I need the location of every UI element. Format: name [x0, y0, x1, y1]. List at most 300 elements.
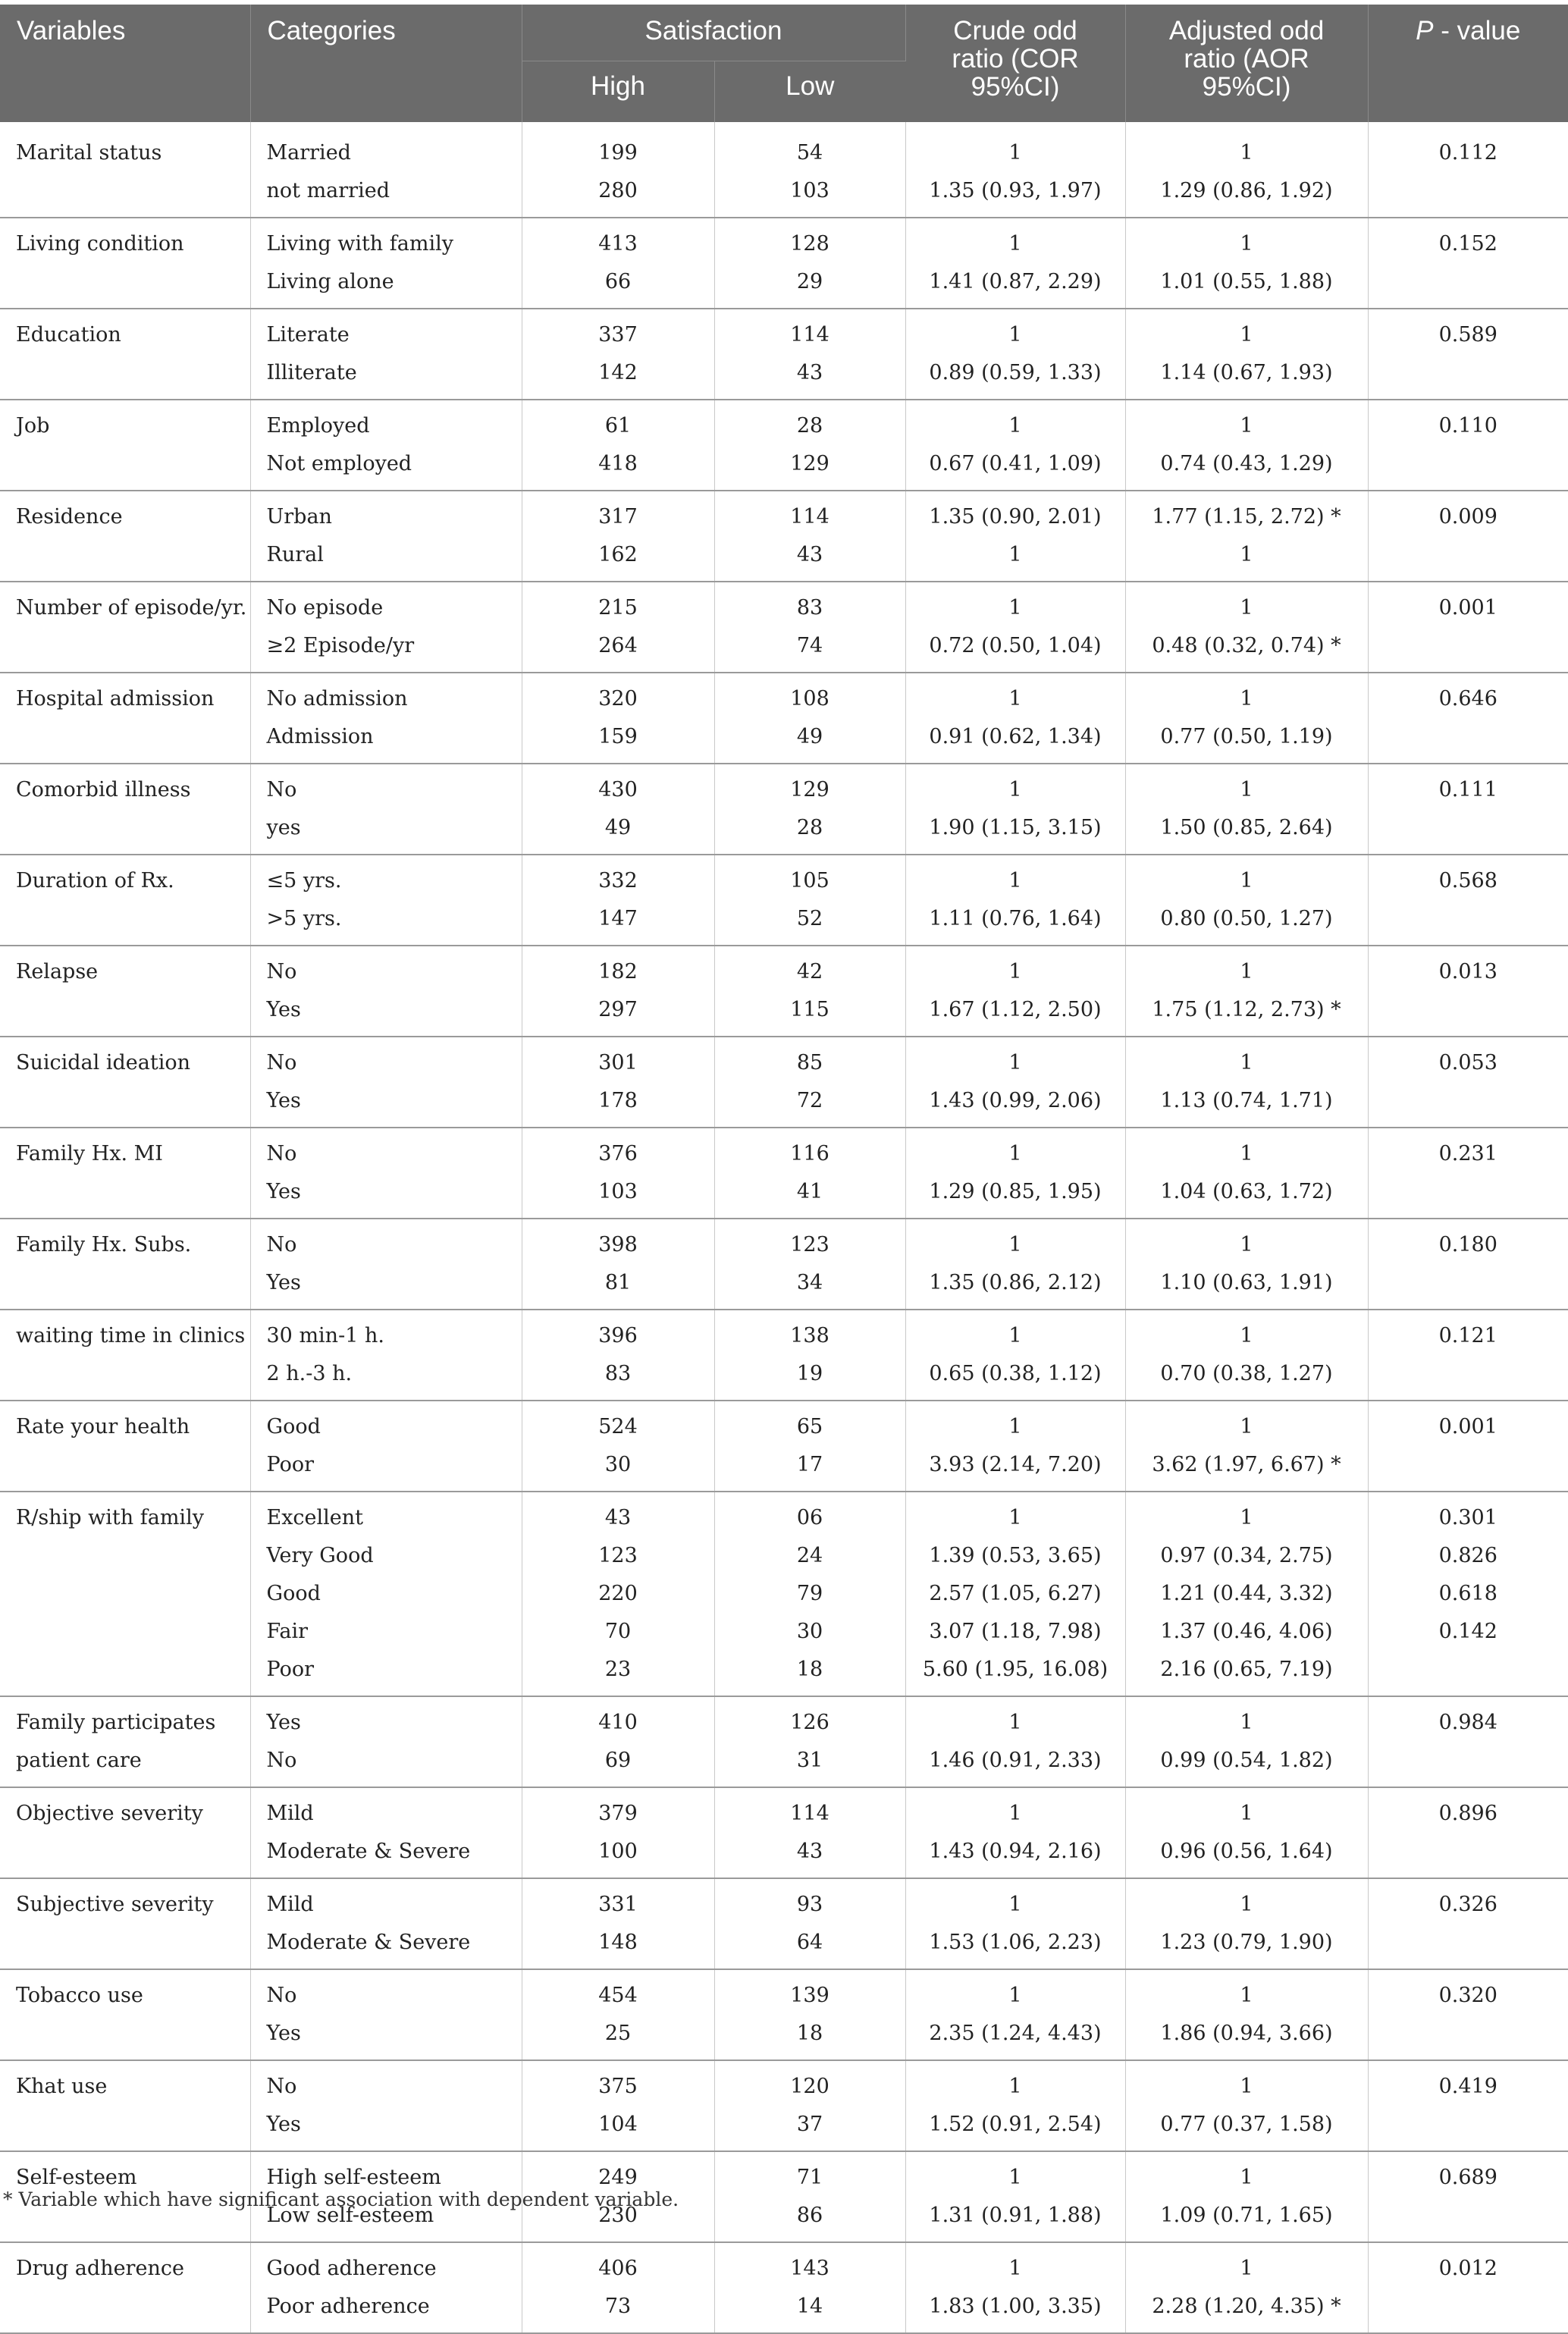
cor-cell: [905, 1492, 1125, 1696]
category-cell: [250, 582, 522, 673]
high-count-cell-line: 332: [522, 862, 714, 900]
high-count-cell: [522, 2242, 714, 2333]
p-value-cell-line: 0.012: [1369, 2250, 1568, 2288]
p-value-cell-line: 0.568: [1369, 862, 1568, 900]
category-cell: [250, 122, 522, 218]
high-count-cell-line: 398: [522, 1226, 714, 1264]
category-cell-line: Low self-esteem: [267, 2197, 522, 2235]
variable-cell: [0, 1787, 250, 1878]
category-cell-line: Urban: [267, 498, 522, 536]
cor-cell-line: 1.52 (0.91, 2.54): [906, 2106, 1125, 2144]
cor-cell-line: 1: [906, 953, 1125, 991]
category-cell-line: 30 min-1 h.: [267, 1317, 522, 1355]
p-value-cell: [1368, 764, 1568, 855]
category-cell-line: Yes: [267, 1264, 522, 1302]
aor-cell-line: 1.21 (0.44, 3.32): [1126, 1575, 1368, 1613]
cor-cell-line: 2.35 (1.24, 4.43): [906, 2015, 1125, 2053]
p-value-cell-line: 0.646: [1369, 680, 1568, 718]
low-count-cell-line: 139: [715, 1977, 905, 2015]
low-count-cell: [714, 1037, 905, 1128]
high-count-cell-line: 66: [522, 263, 714, 301]
cor-cell-line: 1: [906, 1977, 1125, 2015]
high-count-cell-line: 331: [522, 1886, 714, 1924]
aor-cell-line: 1: [1126, 225, 1368, 263]
aor-cell-line: 2.16 (0.65, 7.19): [1126, 1651, 1368, 1689]
category-cell-line: Living alone: [267, 263, 522, 301]
aor-cell: [1125, 1787, 1368, 1878]
category-cell-line: Rural: [267, 536, 522, 574]
category-cell-line: Poor adherence: [267, 2288, 522, 2326]
low-count-cell: [714, 400, 905, 491]
aor-cell: [1125, 1219, 1368, 1310]
aor-cell-line: 1: [1126, 862, 1368, 900]
high-count-cell-line: 220: [522, 1575, 714, 1613]
cor-cell-line: 1.29 (0.85, 1.95): [906, 1173, 1125, 1211]
aor-cell-line: 1: [1126, 536, 1368, 574]
category-cell-line: Fair: [267, 1613, 522, 1651]
variable-cell: [0, 1128, 250, 1219]
category-cell-line: Good: [267, 1408, 522, 1446]
aor-cell-line: 1.37 (0.46, 4.06): [1126, 1613, 1368, 1651]
cor-cell-line: 1.90 (1.15, 3.15): [906, 809, 1125, 847]
high-count-cell-line: 249: [522, 2159, 714, 2197]
high-count-cell-line: 317: [522, 498, 714, 536]
variable-cell: [0, 946, 250, 1037]
p-value-cell: [1368, 122, 1568, 218]
high-count-cell: [522, 1878, 714, 1969]
variable-cell-line: R/ship with family: [16, 1499, 250, 1537]
low-count-cell-line: 14: [715, 2288, 905, 2326]
cor-cell: [905, 946, 1125, 1037]
low-count-cell-line: 93: [715, 1886, 905, 1924]
p-value-cell-line: 0.053: [1369, 1044, 1568, 1082]
header-low: Low: [714, 61, 905, 123]
header-variables: Variables: [0, 5, 250, 122]
aor-cell: [1125, 2242, 1368, 2333]
variable-cell: [0, 2060, 250, 2151]
category-cell-line: Poor: [267, 1651, 522, 1689]
aor-cell: [1125, 491, 1368, 582]
high-count-cell-line: 70: [522, 1613, 714, 1651]
p-value-cell: [1368, 1787, 1568, 1878]
cor-cell: [905, 1969, 1125, 2060]
low-count-cell-line: 19: [715, 1355, 905, 1393]
table-row: [0, 1401, 1568, 1492]
low-count-cell-line: 103: [715, 172, 905, 210]
cor-cell-line: 1: [906, 2250, 1125, 2288]
aor-cell-line: 1: [1126, 1135, 1368, 1173]
category-cell-line: Excellent: [267, 1499, 522, 1537]
high-count-cell-line: 159: [522, 718, 714, 756]
high-count-cell-line: 104: [522, 2106, 714, 2144]
high-count-cell-line: 123: [522, 1537, 714, 1575]
variable-cell-line: Education: [16, 316, 250, 354]
low-count-cell-line: 18: [715, 1651, 905, 1689]
table-header: [0, 5, 1568, 122]
category-cell-line: Yes: [267, 1173, 522, 1211]
cor-cell-line: 1: [906, 1408, 1125, 1446]
high-count-cell-line: 69: [522, 1742, 714, 1780]
low-count-cell-line: 114: [715, 1795, 905, 1833]
high-count-cell-line: 49: [522, 809, 714, 847]
low-count-cell-line: 129: [715, 445, 905, 483]
low-count-cell: [714, 1128, 905, 1219]
high-count-cell: [522, 122, 714, 218]
cor-cell-line: 3.93 (2.14, 7.20): [906, 1446, 1125, 1484]
aor-cell-line: 1: [1126, 1317, 1368, 1355]
category-cell-line: ≥2 Episode/yr: [267, 627, 522, 665]
variable-cell-line: Family Hx. Subs.: [16, 1226, 250, 1264]
low-count-cell-line: 34: [715, 1264, 905, 1302]
category-cell: [250, 2060, 522, 2151]
low-count-cell-line: 74: [715, 627, 905, 665]
aor-cell: [1125, 1310, 1368, 1401]
cor-cell-line: 1: [906, 1886, 1125, 1924]
category-cell-line: No: [267, 771, 522, 809]
category-cell-line: >5 yrs.: [267, 900, 522, 938]
aor-cell-line: 0.77 (0.50, 1.19): [1126, 718, 1368, 756]
cor-cell-line: 1: [906, 134, 1125, 172]
category-cell-line: Poor: [267, 1446, 522, 1484]
low-count-cell-line: 72: [715, 1082, 905, 1120]
category-cell-line: not married: [267, 172, 522, 210]
p-value-cell: [1368, 218, 1568, 309]
low-count-cell-line: 28: [715, 407, 905, 445]
cor-cell-line: 1.39 (0.53, 3.65): [906, 1537, 1125, 1575]
variable-cell: [0, 582, 250, 673]
table-row: [0, 122, 1568, 218]
category-cell: [250, 855, 522, 946]
variable-cell: [0, 1969, 250, 2060]
category-cell-line: Yes: [267, 2015, 522, 2053]
header-satisfaction: Satisfaction: [522, 5, 905, 61]
high-count-cell: [522, 2060, 714, 2151]
cor-cell: [905, 1037, 1125, 1128]
aor-cell-line: 0.70 (0.38, 1.27): [1126, 1355, 1368, 1393]
low-count-cell: [714, 1969, 905, 2060]
low-count-cell: [714, 1787, 905, 1878]
p-value-cell: [1368, 1696, 1568, 1787]
variable-cell: [0, 1401, 250, 1492]
aor-cell-line: 1: [1126, 953, 1368, 991]
category-cell: [250, 1878, 522, 1969]
cor-cell: [905, 2060, 1125, 2151]
category-cell-line: No: [267, 1742, 522, 1780]
aor-cell: [1125, 764, 1368, 855]
high-count-cell-line: 199: [522, 134, 714, 172]
high-count-cell-line: 430: [522, 771, 714, 809]
variable-cell-line: Tobacco use: [16, 1977, 250, 2015]
high-count-cell: [522, 309, 714, 400]
low-count-cell: [714, 218, 905, 309]
cor-cell-line: 0.67 (0.41, 1.09): [906, 445, 1125, 483]
aor-cell: [1125, 309, 1368, 400]
aor-cell-line: 1.09 (0.71, 1.65): [1126, 2197, 1368, 2235]
aor-cell-line: 1: [1126, 1226, 1368, 1264]
p-value-cell: [1368, 2151, 1568, 2242]
p-value-cell-line: 0.001: [1369, 1408, 1568, 1446]
aor-cell-line: 1: [1126, 1977, 1368, 2015]
aor-cell-line: 2.28 (1.20, 4.35) *: [1126, 2288, 1368, 2326]
cor-cell: [905, 491, 1125, 582]
low-count-cell-line: 143: [715, 2250, 905, 2288]
high-count-cell-line: 83: [522, 1355, 714, 1393]
high-count-cell: [522, 1310, 714, 1401]
category-cell: [250, 309, 522, 400]
p-value-cell-line: 0.419: [1369, 2068, 1568, 2106]
high-count-cell-line: 148: [522, 1924, 714, 1962]
low-count-cell: [714, 1696, 905, 1787]
cor-cell-line: 1.31 (0.91, 1.88): [906, 2197, 1125, 2235]
aor-cell: [1125, 946, 1368, 1037]
low-count-cell: [714, 2060, 905, 2151]
variable-cell-line: Living condition: [16, 225, 250, 263]
cor-cell-line: 1: [906, 1135, 1125, 1173]
category-cell: [250, 673, 522, 764]
category-cell: [250, 400, 522, 491]
category-cell-line: No: [267, 1226, 522, 1264]
category-cell: [250, 1310, 522, 1401]
aor-cell-line: 1: [1126, 134, 1368, 172]
aor-cell-line: 1: [1126, 1044, 1368, 1082]
low-count-cell-line: 52: [715, 900, 905, 938]
variable-cell: [0, 1219, 250, 1310]
variable-cell: [0, 855, 250, 946]
aor-cell-line: 1.75 (1.12, 2.73) *: [1126, 991, 1368, 1029]
low-count-cell: [714, 1492, 905, 1696]
logistic-regression-table: [0, 5, 1568, 2334]
aor-cell: [1125, 400, 1368, 491]
low-count-cell-line: 43: [715, 354, 905, 392]
aor-cell-line: 1: [1126, 1499, 1368, 1537]
cor-cell-line: 1: [906, 1317, 1125, 1355]
category-cell: [250, 764, 522, 855]
p-value-cell: [1368, 1219, 1568, 1310]
variable-cell: [0, 400, 250, 491]
cor-cell-line: 0.65 (0.38, 1.12): [906, 1355, 1125, 1393]
high-count-cell-line: 418: [522, 445, 714, 483]
category-cell-line: No episode: [267, 589, 522, 627]
table-row: [0, 491, 1568, 582]
aor-cell-line: 1: [1126, 2068, 1368, 2106]
category-cell-line: Very Good: [267, 1537, 522, 1575]
variable-cell-line: Family Hx. MI: [16, 1135, 250, 1173]
high-count-cell-line: 524: [522, 1408, 714, 1446]
high-count-cell: [522, 764, 714, 855]
high-count-cell-line: 413: [522, 225, 714, 263]
variable-cell-line: waiting time in clinics: [16, 1317, 250, 1355]
table-row: [0, 855, 1568, 946]
table-row: [0, 1219, 1568, 1310]
high-count-cell-line: 73: [522, 2288, 714, 2326]
category-cell-line: Yes: [267, 2106, 522, 2144]
p-value-cell-line: 0.180: [1369, 1226, 1568, 1264]
p-value-cell: [1368, 400, 1568, 491]
aor-cell: [1125, 855, 1368, 946]
p-value-cell-line: 0.231: [1369, 1135, 1568, 1173]
variable-cell-line: Rate your health: [16, 1408, 250, 1446]
table-row: [0, 1878, 1568, 1969]
aor-cell-line: 1.13 (0.74, 1.71): [1126, 1082, 1368, 1120]
low-count-cell: [714, 764, 905, 855]
category-cell: [250, 1492, 522, 1696]
aor-cell-line: 0.96 (0.56, 1.64): [1126, 1833, 1368, 1871]
cor-cell-line: 1.35 (0.86, 2.12): [906, 1264, 1125, 1302]
p-value-cell: [1368, 2060, 1568, 2151]
p-value-cell-line: 0.689: [1369, 2159, 1568, 2197]
aor-cell: [1125, 2060, 1368, 2151]
high-count-cell-line: 142: [522, 354, 714, 392]
low-count-cell-line: 49: [715, 718, 905, 756]
aor-cell: [1125, 2151, 1368, 2242]
low-count-cell: [714, 855, 905, 946]
high-count-cell: [522, 1219, 714, 1310]
high-count-cell-line: 320: [522, 680, 714, 718]
low-count-cell: [714, 2151, 905, 2242]
low-count-cell-line: 108: [715, 680, 905, 718]
p-value-cell-line: 0.111: [1369, 771, 1568, 809]
header-high: High: [522, 61, 714, 123]
aor-cell-line: 1.23 (0.79, 1.90): [1126, 1924, 1368, 1962]
p-value-cell-line: 0.320: [1369, 1977, 1568, 2015]
p-value-cell-line: 0.618: [1369, 1575, 1568, 1613]
p-value-cell-line: 0.009: [1369, 498, 1568, 536]
low-count-cell-line: 24: [715, 1537, 905, 1575]
p-value-cell-line: 0.121: [1369, 1317, 1568, 1355]
variable-cell-line: Number of episode/yr.: [16, 589, 250, 627]
cor-cell-line: 3.07 (1.18, 7.98): [906, 1613, 1125, 1651]
low-count-cell-line: 129: [715, 771, 905, 809]
p-value-cell: [1368, 2242, 1568, 2333]
category-cell-line: Married: [267, 134, 522, 172]
variable-cell-line: Job: [16, 407, 250, 445]
low-count-cell-line: 29: [715, 263, 905, 301]
aor-cell-line: 0.99 (0.54, 1.82): [1126, 1742, 1368, 1780]
high-count-cell: [522, 1401, 714, 1492]
category-cell: [250, 218, 522, 309]
category-cell-line: 2 h.-3 h.: [267, 1355, 522, 1393]
variable-cell: [0, 1310, 250, 1401]
aor-cell-line: 1: [1126, 1886, 1368, 1924]
low-count-cell-line: 31: [715, 1742, 905, 1780]
variable-cell: [0, 1037, 250, 1128]
high-count-cell: [522, 491, 714, 582]
high-count-cell-line: 25: [522, 2015, 714, 2053]
category-cell: [250, 1128, 522, 1219]
cor-cell: [905, 1310, 1125, 1401]
category-cell-line: Yes: [267, 1704, 522, 1742]
low-count-cell-line: 114: [715, 316, 905, 354]
aor-cell-line: 3.62 (1.97, 6.67) *: [1126, 1446, 1368, 1484]
low-count-cell: [714, 309, 905, 400]
p-value-cell: [1368, 1037, 1568, 1128]
cor-cell-line: 1: [906, 680, 1125, 718]
category-cell-line: High self-esteem: [267, 2159, 522, 2197]
category-cell-line: Employed: [267, 407, 522, 445]
variable-cell-line: Residence: [16, 498, 250, 536]
aor-cell-line: 1: [1126, 589, 1368, 627]
high-count-cell-line: 162: [522, 536, 714, 574]
low-count-cell-line: 43: [715, 1833, 905, 1871]
high-count-cell-line: 61: [522, 407, 714, 445]
low-count-cell-line: 06: [715, 1499, 905, 1537]
cor-cell-line: 1: [906, 862, 1125, 900]
cor-cell: [905, 855, 1125, 946]
high-count-cell-line: 103: [522, 1173, 714, 1211]
cor-cell: [905, 673, 1125, 764]
cor-cell: [905, 122, 1125, 218]
table-row: [0, 1492, 1568, 1696]
variable-cell-line: Duration of Rx.: [16, 862, 250, 900]
category-cell-line: No: [267, 1135, 522, 1173]
category-cell-line: No: [267, 1977, 522, 2015]
high-count-cell-line: 182: [522, 953, 714, 991]
high-count-cell-line: 454: [522, 1977, 714, 2015]
aor-cell: [1125, 1492, 1368, 1696]
aor-cell-line: 0.97 (0.34, 2.75): [1126, 1537, 1368, 1575]
low-count-cell: [714, 491, 905, 582]
aor-cell-line: 0.74 (0.43, 1.29): [1126, 445, 1368, 483]
category-cell: [250, 1219, 522, 1310]
low-count-cell-line: 138: [715, 1317, 905, 1355]
cor-cell-line: 1: [906, 536, 1125, 574]
category-cell-line: Moderate & Severe: [267, 1924, 522, 1962]
high-count-cell-line: 396: [522, 1317, 714, 1355]
high-count-cell-line: 375: [522, 2068, 714, 2106]
cor-cell-line: 1.11 (0.76, 1.64): [906, 900, 1125, 938]
category-cell: [250, 1401, 522, 1492]
aor-cell-line: 1: [1126, 1408, 1368, 1446]
cor-cell-line: 1: [906, 2159, 1125, 2197]
low-count-cell: [714, 1401, 905, 1492]
high-count-cell-line: 178: [522, 1082, 714, 1120]
cor-cell: [905, 1401, 1125, 1492]
high-count-cell-line: 215: [522, 589, 714, 627]
variable-cell: [0, 491, 250, 582]
high-count-cell: [522, 1492, 714, 1696]
p-value-cell: [1368, 1969, 1568, 2060]
aor-cell-line: 1.29 (0.86, 1.92): [1126, 172, 1368, 210]
category-cell-line: No: [267, 1044, 522, 1082]
table-row: [0, 582, 1568, 673]
aor-cell-line: 1: [1126, 1704, 1368, 1742]
variable-cell: [0, 1492, 250, 1696]
cor-cell: [905, 400, 1125, 491]
p-value-cell: [1368, 1128, 1568, 1219]
header-crude-odd-ratio: Crude odd ratio (COR 95%CI): [905, 5, 1125, 122]
low-count-cell-line: 123: [715, 1226, 905, 1264]
high-count-cell: [522, 855, 714, 946]
variable-cell: [0, 218, 250, 309]
cor-cell-line: 1: [906, 1704, 1125, 1742]
cor-cell-line: 1: [906, 2068, 1125, 2106]
variable-cell-line: Self-esteem: [16, 2159, 250, 2197]
cor-cell-line: 2.57 (1.05, 6.27): [906, 1575, 1125, 1613]
category-cell-line: Yes: [267, 1082, 522, 1120]
cor-cell-line: 1: [906, 1226, 1125, 1264]
aor-cell-line: 1: [1126, 680, 1368, 718]
high-count-cell: [522, 1128, 714, 1219]
low-count-cell-line: 30: [715, 1613, 905, 1651]
p-value-cell: [1368, 1401, 1568, 1492]
aor-cell: [1125, 1128, 1368, 1219]
aor-cell-line: 1.14 (0.67, 1.93): [1126, 354, 1368, 392]
low-count-cell-line: 86: [715, 2197, 905, 2235]
high-count-cell-line: 376: [522, 1135, 714, 1173]
header-adjusted-odd-ratio: Adjusted odd ratio (AOR 95%CI): [1125, 5, 1368, 122]
high-count-cell-line: 147: [522, 900, 714, 938]
cor-cell: [905, 1787, 1125, 1878]
